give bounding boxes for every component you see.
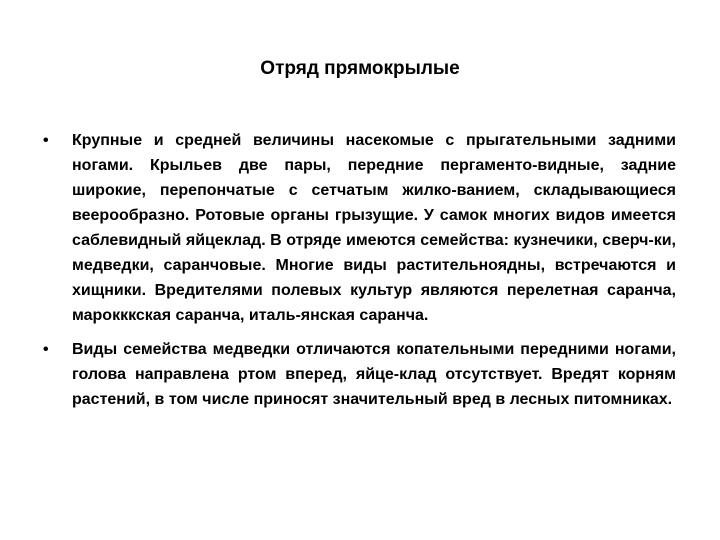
bullet-item-1 <box>44 128 676 328</box>
bullet-text-2: Виды семейства медведки отличаются копательными передними ногами, голова направлена ртом вперед, яйце-клад отсутствует. Вредят корням растений, в том числе приносят значительный вред в лесных питомниках. <box>72 341 676 408</box>
bullet-text-1: Крупные и средней величины насекомые с прыгательными задними ногами. Крыльев две пары, передние пергаменто-видные, задние широкие, перепончатые с сетчатым жилко-ванием, складывающиеся веерообразно. Ротовые органы грызущие. У самок многих видов имеется саблевидный яйцеклад. В отряде имеются семейства: кузнечики, сверч-ки, медведки, саранчовые. Многие виды растительноядны, встречаются и хищники. Вредителями полевых культур являются перелетная саранча, марокккская саранча, италь-янская саранча. <box>72 132 676 324</box>
bullet-marker-icon: • <box>43 132 49 149</box>
bullet-item-2 <box>44 337 676 412</box>
bullet-list <box>44 128 676 421</box>
slide-title: Отряд прямокрылые <box>260 58 460 79</box>
bullet-marker-icon: • <box>43 341 49 358</box>
